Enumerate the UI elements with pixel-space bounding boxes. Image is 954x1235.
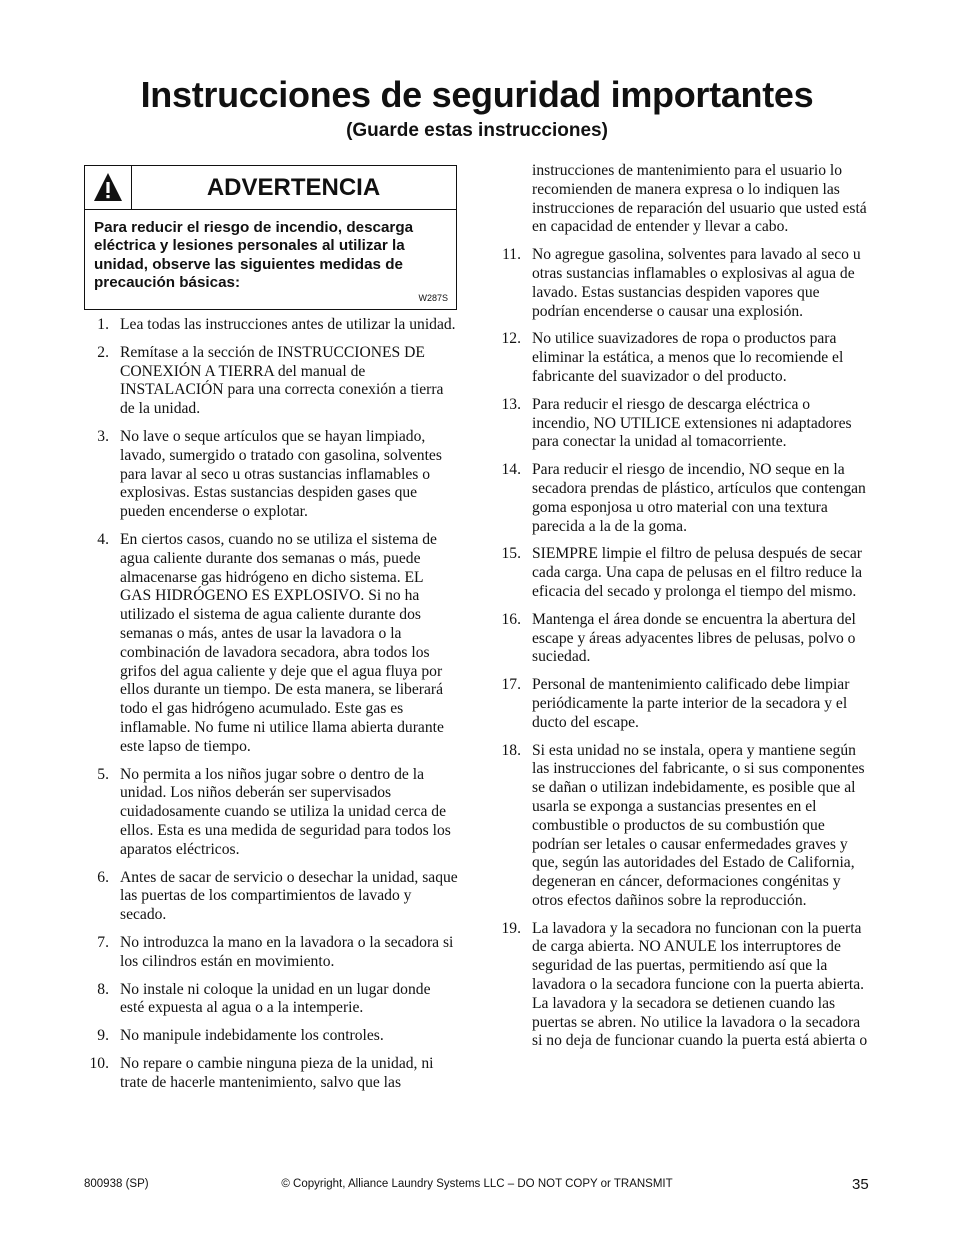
list-item: [84, 1027, 458, 1046]
item-number: 2.: [97, 343, 109, 361]
list-item: [84, 934, 458, 972]
item-text: Personal de mantenimiento calificado debe limpiar periódicamente la parte interior de la secadora y el ducto del escape.: [532, 676, 850, 731]
footer-doc-number: 800938 (SP): [84, 1178, 149, 1190]
list-item: [496, 545, 871, 601]
warning-code: W287S: [418, 293, 448, 303]
list-item: [84, 316, 458, 335]
item-text: Mantenga el área donde se encuentra la abertura del escape y áreas adyacentes libres de pelusas, polvo o suciedad.: [532, 610, 856, 666]
item-text: Para reducir el riesgo de descarga eléctrica o incendio, NO UTILICE extensiones ni adaptadores para conectar la unidad al tomacorriente.: [532, 395, 852, 451]
item-text: No permita a los niños jugar sobre o dentro de la unidad. Los niños deberán ser supervisados cuidadosamente cuando se utiliza la unidad cerca de ellos. Esta es una medida de seguridad para todos los aparatos eléctricos.: [120, 765, 451, 858]
list-item: [84, 981, 458, 1019]
list-item: [84, 869, 458, 925]
list-item: [84, 428, 458, 522]
item-number: 5.: [97, 765, 109, 783]
list-item: [84, 531, 458, 757]
item-text: No instale ni coloque la unidad en un lugar donde esté expuesta al agua o a la intemperie.: [120, 980, 431, 1017]
right-column: [496, 162, 871, 1060]
list-item: [496, 330, 871, 386]
item-text: La lavadora y la secadora no funcionan con la puerta de carga abierta. NO ANULE los interruptores de seguridad de las puertas, permitiendo así que la lavadora o la secadora funcione con la puerta abierta. La lavadora y la secadora se detienen cuando las puertas se abren. No utilice la lavadora o la secadora si no deja de funcionar cuando la puerta está abierta o: [532, 919, 868, 1050]
item-number: 12.: [501, 330, 521, 348]
item-text: Antes de sacar de servicio o desechar la unidad, saque las puertas de los compartimientos de lavado y secado.: [120, 868, 458, 924]
page-number: 35: [852, 1176, 869, 1193]
warning-title: ADVERTENCIA: [206, 174, 381, 201]
item-continuation: instrucciones de mantenimiento para el usuario lo recomienden de manera expresa o lo indiquen las instrucciones de reparación del usuario que usted está en capacidad de entender y llevar a cabo.: [532, 162, 867, 236]
warning-box: [84, 165, 457, 310]
warning-text: Para reducir el riesgo de incendio, descarga eléctrica y lesiones personales al utilizar la unidad, observe las siguientes medidas de precaución básicas:: [94, 219, 414, 291]
item-number: 13.: [501, 395, 521, 413]
page-subtitle: (Guarde estas instrucciones): [346, 120, 608, 141]
item-text: En ciertos casos, cuando no se utiliza el sistema de agua caliente durante dos semanas o más, puede almacenarse gas hidrógeno en dicho sistema. EL GAS HIDRÓGENO ES EXPLOSIVO. Si no ha utilizado el sistema de agua caliente durante dos semanas o más, antes de usar la lavadora o la combinación de lavadora secadora, abra todos los grifos del agua caliente y deje que el agua fluya por ellos durante un tiempo. De esta manera, se liberará todo el gas hidrógeno acumulado. Este gas es inflamable. No fume ni utilice llama abierta durante este lapso de tiempo.: [120, 530, 444, 755]
footer-copyright: © Copyright, Alliance Laundry Systems LLC – DO NOT COPY or TRANSMIT: [281, 1178, 673, 1190]
item-number: 10.: [89, 1054, 109, 1072]
item-number: 9.: [97, 1027, 109, 1045]
left-column: [84, 316, 458, 1101]
list-item: [496, 611, 871, 667]
item-text: Lea todas las instrucciones antes de utilizar la unidad.: [120, 316, 456, 333]
list-item: [84, 766, 458, 860]
item-number: 8.: [97, 980, 109, 998]
item-number: 4.: [97, 530, 109, 548]
item-number: 6.: [97, 868, 109, 886]
item-text: Remítase a la sección de INSTRUCCIONES DE CONEXIÓN A TIERRA del manual de INSTALACIÓN para una correcta conexión a tierra de la unidad.: [120, 343, 444, 418]
item-text: No lave o seque artículos que se hayan limpiado, lavado, sumergido o tratado con gasolina, solventes para lavar al seco u otras sustancias inflamables o explosivas. Estas sustancias despiden gases que pueden encenderse o explotar.: [120, 427, 442, 521]
item-text: No utilice suavizadores de ropa o productos para eliminar la estática, a menos que lo recomiende el fabricante del suavizador o del producto.: [532, 330, 844, 385]
item-text: No introduzca la mano en la lavadora o la secadora si los cilindros están en movimiento.: [120, 933, 454, 970]
list-item: [496, 246, 871, 321]
warning-triangle-icon: [85, 166, 132, 209]
item-number: 15.: [501, 545, 521, 563]
list-item: [496, 676, 871, 732]
item-number: 14.: [501, 461, 521, 479]
item-number: 7.: [97, 933, 109, 951]
item-text: No repare o cambie ninguna pieza de la unidad, ni trate de hacerle mantenimiento, salvo que las: [120, 1054, 434, 1091]
item-text: SIEMPRE limpie el filtro de pelusa después de secar cada carga. Una capa de pelusas en el filtro reduce la eficacia del secado y prolonga el tiempo del mismo.: [532, 545, 863, 600]
list-item: [496, 396, 871, 452]
item-text: Para reducir el riesgo de incendio, NO seque en la secadora prendas de plástico, artículos que contengan goma esponjosa u otro material con una textura parecida a la de la goma.: [532, 461, 866, 535]
list-item: [496, 920, 871, 1052]
list-item: [496, 742, 871, 911]
item-number: 18.: [501, 741, 521, 759]
item-number: 16.: [501, 610, 521, 628]
item-number: 11.: [502, 246, 521, 264]
page-title: Instrucciones de seguridad importantes: [140, 74, 814, 115]
item-number: 17.: [501, 676, 521, 694]
item-number: 3.: [97, 427, 109, 445]
item-number: 19.: [501, 919, 521, 937]
item-number: 1.: [97, 316, 109, 333]
warning-header: [85, 166, 456, 210]
list-item: [84, 1055, 458, 1093]
item-text: Si esta unidad no se instala, opera y mantiene según las instrucciones del fabricante, o si sus componentes se dañan o utilizan indebidamente, es posible que al usarla se exponga a sustancias presentes en el combustible o productos de su combustión que podrían ser letales o causar enfermedades graves y que, según las autoridades del Estado de California, degeneran en cáncer, deformaciones congénitas y otros efectos dañinos sobre la reproducción.: [532, 741, 865, 909]
list-item: [84, 344, 458, 419]
list-item: [496, 461, 871, 536]
item-text: No manipule indebidamente los controles.: [120, 1027, 384, 1045]
item-text: No agregue gasolina, solventes para lavado al seco u otras sustancias inflamables o explosivas al agua de lavado. Estas sustancias despiden vapores que podrían encenderse o causar una explosión.: [532, 246, 861, 320]
